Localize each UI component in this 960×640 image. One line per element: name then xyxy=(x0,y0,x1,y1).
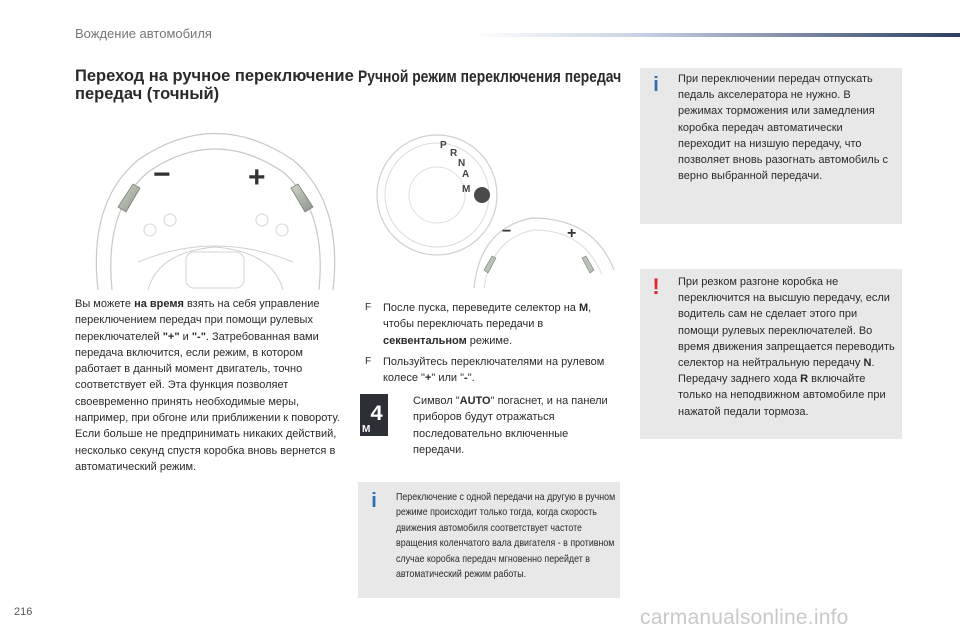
bullet1-run: M xyxy=(578,302,589,314)
info-note-text-right: При переключении передач отпускать педаль акселератора не нужно. В режимах торможения или замедления коробка передач автоматически переходит на низшую передачу, что позволяет вновь разогнать автомобиль с верно выбранной передачи. xyxy=(678,73,888,183)
paragraph-run: Вы можете xyxy=(75,298,135,310)
bullet2-run: ". xyxy=(467,372,475,385)
bullet-icon: F xyxy=(365,356,372,367)
bullet1-run: секвентальном xyxy=(383,334,467,347)
paragraph-run: на время xyxy=(134,298,184,310)
warning-run: R xyxy=(800,373,809,386)
auto-run: Символ " xyxy=(413,395,460,407)
page-number: 216 xyxy=(14,606,33,618)
paragraph-run: и xyxy=(179,330,192,343)
paragraph-run: "-" xyxy=(191,330,206,343)
header-title: Вождение автомобиля xyxy=(75,26,212,41)
bullet-text xyxy=(383,300,615,349)
info-icon: i xyxy=(371,490,377,512)
selector-label-r: R xyxy=(450,148,458,159)
paragraph-run: "+" xyxy=(162,330,180,343)
header-gradient-bar xyxy=(470,33,960,37)
selector-label-a: A xyxy=(462,169,470,180)
bullet2-run: " или " xyxy=(431,372,465,385)
selector-label-p: P xyxy=(440,140,447,151)
bullet-text xyxy=(383,354,615,387)
bullet2-run: Пользуйтесь переключателями на рулевом колесе " xyxy=(383,356,605,385)
auto-symbol-text xyxy=(413,393,613,458)
selector-label-m: M xyxy=(462,184,471,195)
gear-mode: M xyxy=(362,424,371,435)
watermark: carmanualsonline.info xyxy=(640,606,849,629)
info-icon: i xyxy=(653,74,659,96)
gear-digit: 4 xyxy=(370,402,384,427)
steering-wheel-paddles-illustration xyxy=(78,112,353,292)
bullet-item-selector xyxy=(365,300,615,349)
warning-icon: ! xyxy=(652,274,660,299)
minus-symbol: − xyxy=(153,158,171,191)
section-title-manual-shift: Переход на ручное переключение передач (точный) xyxy=(75,67,354,103)
bullet-item-paddles xyxy=(365,354,615,387)
bullet2-run: + xyxy=(424,372,432,385)
warning-note-text xyxy=(678,274,896,420)
warning-run: . Передачу заднего хода xyxy=(678,357,875,386)
bullet1-run: После пуска, переведите селектор на xyxy=(383,302,579,314)
plus-symbol-small: + xyxy=(567,225,577,242)
minus-symbol-small: − xyxy=(502,223,512,240)
instrument-gear-display-icon xyxy=(360,394,388,436)
auto-run: AUTO xyxy=(459,395,491,407)
gear-selector-illustration xyxy=(362,120,622,290)
bullet1-run: режиме. xyxy=(466,334,513,347)
warning-run: При резком разгоне коробка не переключится на высшую передачу, если водитель сам не сделает этого при помощи рулевых переключателей. Во время движения запрещается переводить селектор на нейтральную передачу xyxy=(678,276,895,370)
auto-run: " погаснет, и на панели приборов будут отражаться последовательно включенные передачи. xyxy=(413,395,608,456)
bullet2-run: - xyxy=(464,372,468,385)
manual-shift-paragraph xyxy=(75,296,347,475)
plus-symbol: + xyxy=(248,161,266,194)
info-note-box-right xyxy=(640,68,902,224)
warning-run: включайте только на неподвижном автомобиле при нажатой педали тормоза. xyxy=(678,373,886,418)
paragraph-run: взять на себя управление переключением передач при помощи рулевых переключателей xyxy=(75,298,320,343)
warning-note-box xyxy=(640,269,902,439)
selector-label-n: N xyxy=(458,158,466,169)
section-title-manual-mode: Ручной режим переключения передач xyxy=(358,68,622,86)
warning-run: N xyxy=(863,357,872,370)
paragraph-run: . Затребованная вами передача включится, если режим, в котором работает в данный момент двигатель, точно соответствует ей. Эта функция позволяет своевременно принять необходимые меры, например, при обгоне или приближении к повороту. Если больше не предпринимать никаких действий, несколько секунд спустя коробка вновь вернется в автоматический режим. xyxy=(75,330,340,473)
bullet1-run: , чтобы переключать передачи в xyxy=(383,302,592,331)
info-note-text-middle: Переключение с одной передачи на другую в ручном режиме происходит только тогда, когда скорость движения автомобиля соответствует частоте вращения коленчатого вала двигателя - в противном случае коробка передач мгновенно перейдет в автоматический режим работы. xyxy=(396,492,616,581)
bullet-icon: F xyxy=(365,302,372,313)
